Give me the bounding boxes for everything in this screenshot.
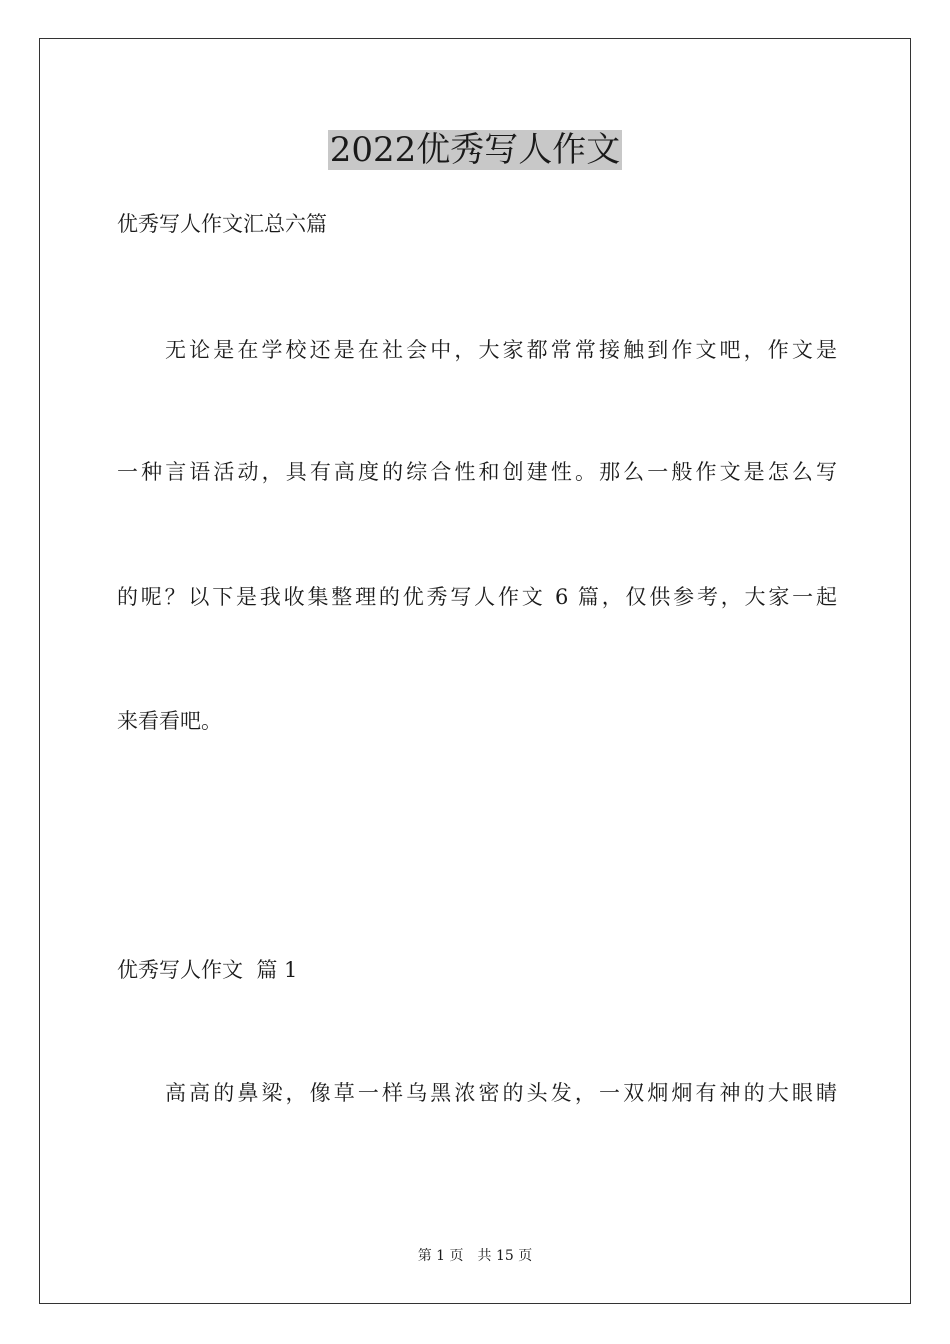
section-paragraph-line-1: 高高的鼻梁，像草一样乌黑浓密的头发，一双炯炯有神的大眼睛 xyxy=(165,1081,837,1105)
section-heading: 优秀写人作文 篇 1 xyxy=(117,958,298,982)
intro-line-1: 无论是在学校还是在社会中，大家都常常接触到作文吧，作文是 xyxy=(165,338,837,362)
intro-line-2: 一种言语活动，具有高度的综合性和创建性。那么一般作文是怎么写 xyxy=(117,460,837,484)
page-total: 共 15 页 xyxy=(477,1248,533,1264)
intro-line-3: 的呢？以下是我收集整理的优秀写人作文 6 篇，仅供参考，大家一起 xyxy=(117,585,837,609)
page-number: 第 1 页 xyxy=(417,1248,464,1264)
intro-line-4: 来看看吧。 xyxy=(117,709,222,733)
document-subtitle: 优秀写人作文汇总六篇 xyxy=(117,212,327,236)
document-title-text: 2022优秀写人作文 xyxy=(329,130,621,170)
document-title xyxy=(0,128,950,172)
page-footer xyxy=(0,1247,950,1265)
